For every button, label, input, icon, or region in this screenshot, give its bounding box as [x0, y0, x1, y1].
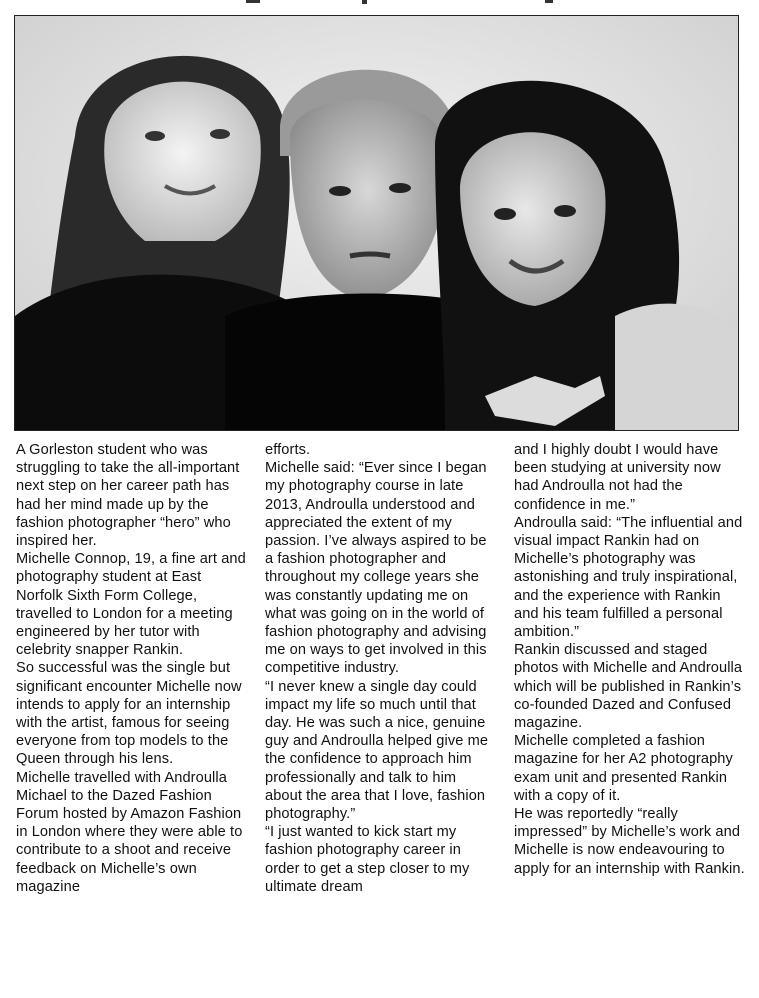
article-column-3 — [514, 441, 746, 878]
paragraph: So successful was the single but significant encounter Michelle now intends to apply for an internship with the artist, famous for seeing everyone from top models to the Queen through his lens. — [16, 660, 242, 768]
paragraph: He was reportedly “really impressed” by Michelle’s work and Michelle is now endeavouring to apply for an internship with Rankin. — [514, 806, 745, 877]
paragraph: “I just wanted to kick start my fashion photography career in order to get a step closer to my ultimate dream — [265, 824, 470, 895]
article-body — [16, 441, 746, 998]
paragraph: Rankin discussed and staged photos with Michelle and Androulla which will be published in Rankin’s co-founded Dazed and Confused magazine. — [514, 642, 743, 732]
article-column-1 — [16, 441, 248, 896]
paragraph: efforts. — [265, 442, 311, 458]
paragraph: Michelle Connop, 19, a fine art and photography student at East Norfolk Sixth Form College, travelled to London for a meeting engineered by her tutor with celebrity snapper Rankin. — [16, 551, 246, 659]
paragraph: and I highly doubt I would have been studying at university now had Androulla not had the confidence in me.” — [514, 442, 721, 513]
headline-remnant — [0, 0, 759, 14]
paragraph: Androulla said: “The influential and visual impact Rankin had on Michelle’s photography was astonishing and truly inspirational, and the experience with Rankin and his team fulfilled a personal ambition.” — [514, 514, 743, 641]
paragraph: Michelle completed a fashion magazine for her A2 photography exam unit and presented Rankin with a copy of it. — [514, 733, 733, 804]
photo-of-three-people-icon — [15, 16, 739, 431]
article-photo — [14, 15, 739, 431]
paragraph: “I never knew a single day could impact my life so much until that day. He was such a nice, genuine guy and Androulla helped give me the confidence to approach him professionally and talk to him about the area that I love, fashion photography.” — [265, 678, 489, 823]
paragraph: A Gorleston student who was struggling to take the all-important next step on her career path has had her mind made up by the fashion photographer “hero” who inspired her. — [16, 442, 240, 550]
paragraph: Michelle travelled with Androulla Michael to the Dazed Fashion Forum hosted by Amazon Fashion in London where they were able to contribute to a shoot and receive feedback on Michelle’s own magazine — [16, 769, 243, 895]
cropped-headline-icon — [0, 0, 759, 14]
article-column-2 — [265, 441, 497, 896]
paragraph: Michelle said: “Ever since I began my photography course in late 2013, Androulla understood and appreciated the extent of my passion. I’ve always aspired to be a fashion photographer and throughout my college years she was constantly updating me on what was going on in the world of fashion photography and advising me on ways to get involved in this competitive industry. — [265, 460, 487, 677]
